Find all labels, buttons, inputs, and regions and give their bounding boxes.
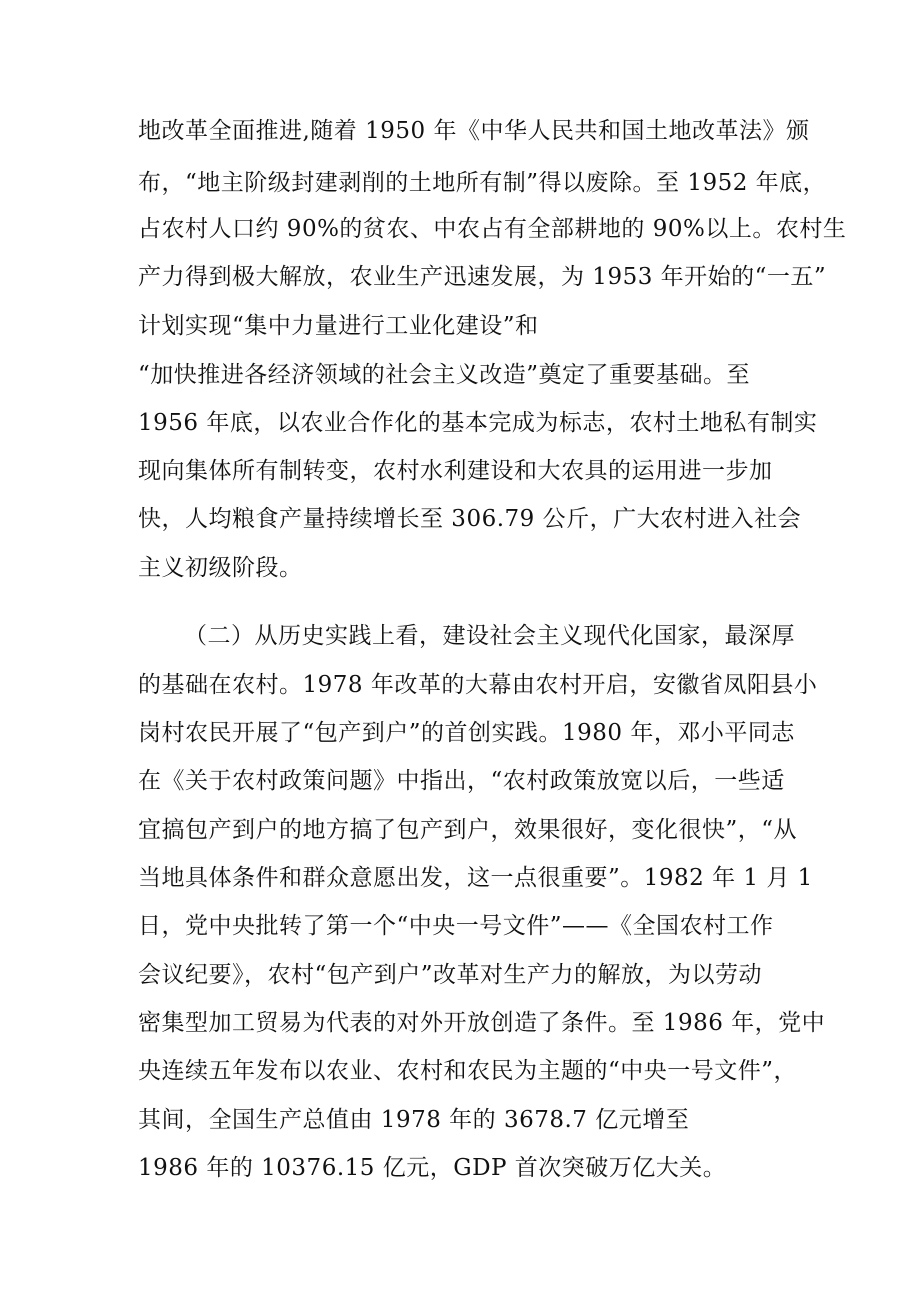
- text-line: 央连续五年发布以农业、农村和农民为主题的“中央一号文件”，: [138, 1058, 798, 1084]
- text-line: 快，人均粮食产量持续增长至 306.79 公斤，广大农村进入社会: [138, 506, 802, 532]
- text-line: 宜搞包产到户的地方搞了包产到户，效果很好，变化很快”，“从: [138, 817, 798, 843]
- text-line: 主义初级阶段。: [138, 555, 303, 581]
- text-line: 会议纪要》，农村“包产到户”改革对生产力的解放，为以劳动: [138, 962, 763, 988]
- text-line: 1986 年的 10376.15 亿元，GDP 首次突破万亿大关。: [138, 1155, 727, 1181]
- text-line: 产力得到极大解放，农业生产迅速发展，为 1953 年开始的“一五”: [138, 264, 827, 290]
- text-line: 密集型加工贸易为代表的对外开放创造了条件。至 1986 年，党中: [138, 1010, 826, 1036]
- text-line: 的基础在农村。1978 年改革的大幕由农村开启，安徽省凤阳县小: [138, 672, 818, 698]
- text-line: 日，党中央批转了第一个“中央一号文件”——《全国农村工作: [138, 913, 774, 939]
- text-line: 布，“地主阶级封建剥削的土地所有制”得以废除。至 1952 年底，: [138, 170, 827, 196]
- text-line: 地改革全面推进,随着 1950 年《中华人民共和国土地改革法》颁: [138, 118, 810, 144]
- text-line: （二）从历史实践上看，建设社会主义现代化国家，最深厚: [184, 623, 795, 649]
- text-line: 其间，全国生产总值由 1978 年的 3678.7 亿元增至: [138, 1107, 690, 1133]
- text-line: “加快推进各经济领域的社会主义改造”奠定了重要基础。至: [138, 362, 751, 388]
- text-line: 在《关于农村政策问题》中指出，“农村政策放宽以后，一些适: [138, 768, 785, 794]
- text-line: 当地具体条件和群众意愿出发，这一点很重要”。1982 年 1 月 1: [138, 865, 813, 891]
- text-line: 计划实现“集中力量进行工业化建设”和: [138, 313, 539, 339]
- text-line: 占农村人口约 90%的贫农、中农占有全部耕地的 90%以上。农村生: [138, 216, 847, 242]
- text-line: 岗村农民开展了“包产到户”的首创实践。1980 年，邓小平同志: [138, 720, 795, 746]
- text-line: 现向集体所有制转变，农村水利建设和大农具的运用进一步加: [138, 458, 773, 484]
- text-line: 1956 年底，以农业合作化的基本完成为标志，农村土地私有制实: [138, 410, 818, 436]
